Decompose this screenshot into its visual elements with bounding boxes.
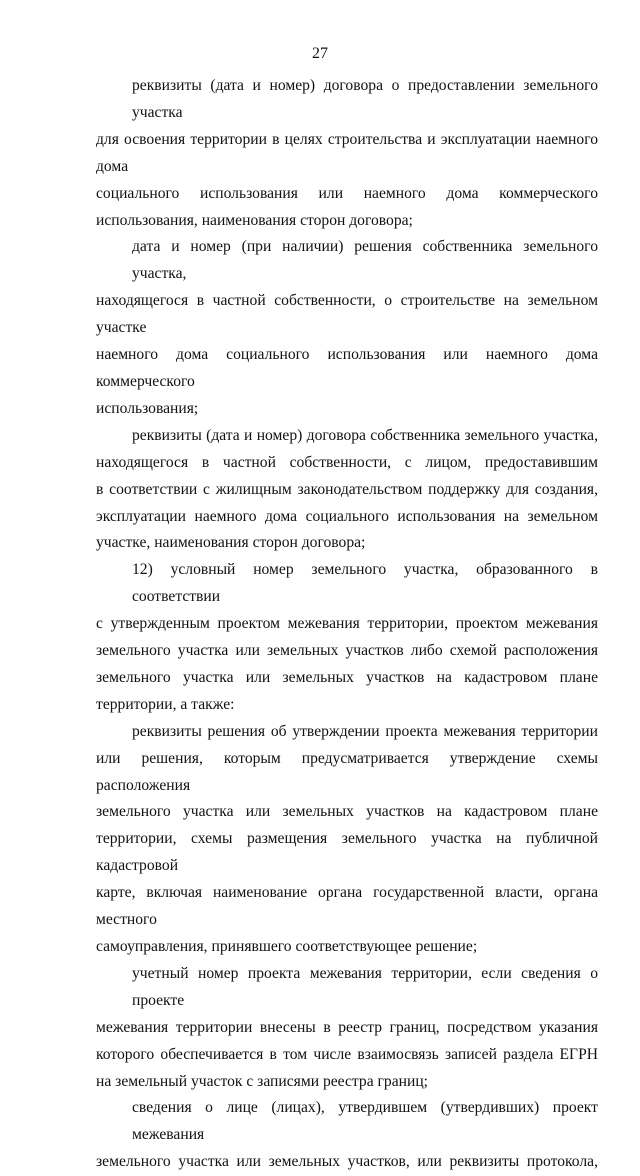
text-line: самоуправления, принявшего соответствующее решение; xyxy=(96,938,478,955)
paragraph-contract-details xyxy=(96,73,598,234)
text-line: карте, включая наименование органа государственной власти, органа местного xyxy=(96,884,598,929)
document-body xyxy=(96,73,598,1176)
text-line: на земельный участок с записями реестра границ; xyxy=(96,1072,428,1090)
text-line: реквизиты (дата и номер) договора собственника земельного участка, xyxy=(132,426,598,444)
text-line: наемного дома социального использования или наемного дома коммерческого xyxy=(96,346,598,390)
text-line: территории, схемы размещения земельного участка на публичной кадастровой xyxy=(96,830,598,875)
text-line: участке, наименования сторон договора; xyxy=(96,534,366,552)
text-line: земельного участка или земельных участков на кадастровом плане xyxy=(96,803,598,821)
text-line: с утвержденным проектом межевания территории, проектом межевания xyxy=(96,615,598,633)
text-line: которого обеспечивается в том числе взаимосвязь записей раздела ЕГРН xyxy=(96,1045,598,1063)
text-line: сведения о лице (лицах), утвердившем (утвердивших) проект межевания xyxy=(132,1099,598,1144)
text-line: учетный номер проекта межевания территории, если сведения о проекте xyxy=(132,964,598,1009)
text-line: или решения, которым предусматривается утверждение схемы расположения xyxy=(96,749,598,794)
text-line: реквизиты (дата и номер) договора о предоставлении земельного участка xyxy=(132,77,598,121)
text-line: земельного участка или земельных участков на кадастровом плане xyxy=(96,668,598,686)
text-line: межевания территории внесены в реестр границ, посредством указания xyxy=(96,1018,598,1036)
paragraph-owner-decision xyxy=(96,234,598,422)
page-number: 27 xyxy=(312,45,328,62)
text-line: дата и номер (при наличии) решения собственника земельного участка, xyxy=(132,238,598,283)
text-line: 12) условный номер земельного участка, образованного в соответствии xyxy=(132,561,598,606)
text-line: земельного участка или земельных участков, или реквизиты протокола, xyxy=(96,1153,598,1171)
paragraph-owner-contract xyxy=(96,423,598,558)
paragraph-item-12 xyxy=(96,557,598,718)
text-line: находящегося в частной собственности, о строительстве на земельном участке xyxy=(96,292,598,337)
text-line: социального использования или наемного дома коммерческого xyxy=(96,184,598,202)
text-line: находящегося в частной собственности, с лицом, предоставившим xyxy=(96,453,598,471)
text-line: в соответствии с жилищным законодательством поддержку для создания, xyxy=(96,480,598,498)
paragraph-accounting-number xyxy=(96,961,598,1096)
text-line: для освоения территории в целях строительства и эксплуатации наемного дома xyxy=(96,130,598,175)
text-line: использования; xyxy=(96,399,199,417)
text-line: использования, наименования сторон договора; xyxy=(96,211,413,229)
text-line: территории, а также: xyxy=(96,695,235,713)
text-line: реквизиты решения об утверждении проекта межевания территории xyxy=(132,722,598,740)
text-line: земельного участка или земельных участков либо схемой расположения xyxy=(96,642,598,660)
text-line: эксплуатации наемного дома социального использования на земельном xyxy=(96,507,598,525)
paragraph-approver-info xyxy=(96,1095,598,1176)
paragraph-approval-decision xyxy=(96,719,598,961)
